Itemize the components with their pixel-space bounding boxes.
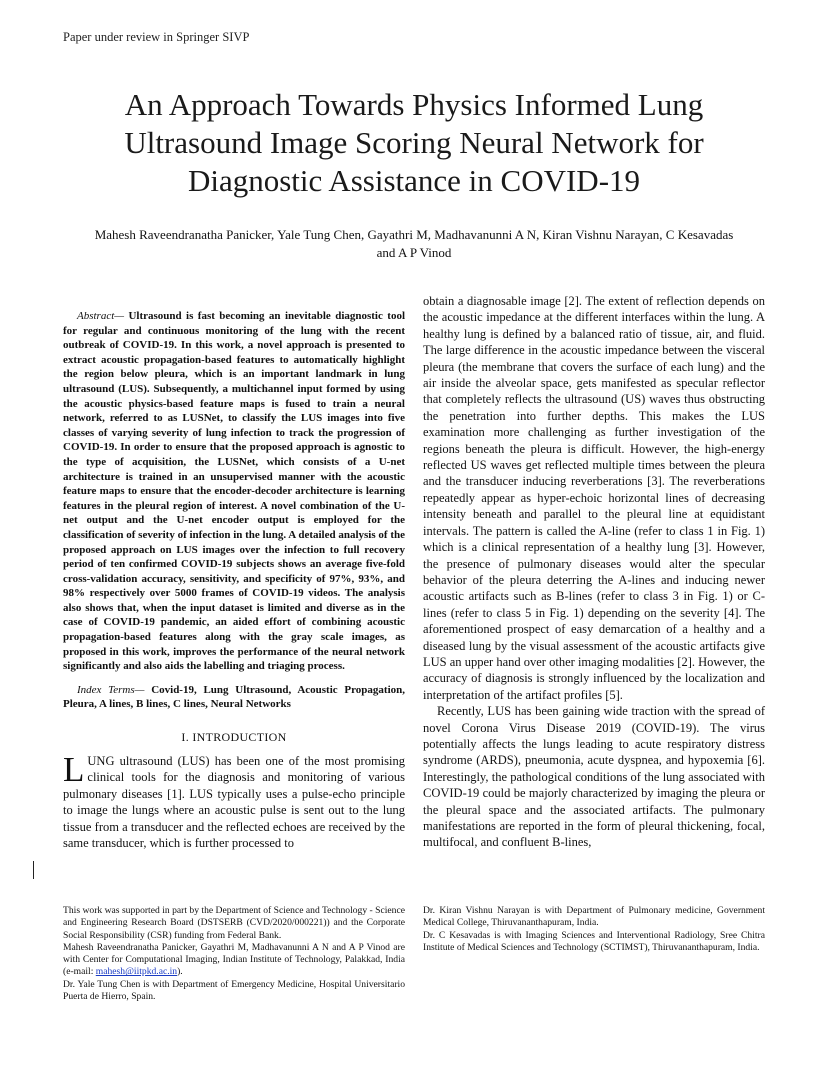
section-title-rest: NTRODUCTION xyxy=(196,730,287,745)
body-paragraph-2: Recently, LUS has been gaining wide traction with the spread of novel Corona Virus Disease 2019 (COVID-19). The virus potentially affects the lungs leading to acute respiratory distress syndrome (ARDS), pneumonia, acute dyspnea, and hypoxemia [6]. Interestingly, the pathological conditions of the lung associated with COVID-19 could be majorly characterized by imaging the pleura or the pleural space and the associated artifacts. The pulmonary manifestations are reported in the form of pleural thickening, focal, multifocal, and confluent B-lines, xyxy=(423,704,765,850)
index-terms xyxy=(63,683,405,712)
text-cursor-mark xyxy=(33,861,34,879)
right-column xyxy=(423,293,765,851)
footnotes-right xyxy=(423,905,765,954)
left-column xyxy=(63,309,405,851)
drop-cap: L xyxy=(63,750,85,790)
index-terms-lead: Index Terms— xyxy=(77,683,145,696)
author-list: Mahesh Raveendranatha Panicker, Yale Tung Chen, Gayathri M, Madhavanunni A N, Kiran Vishnu Narayan, C Kesavadas and A P Vinod xyxy=(94,227,734,260)
body-paragraph-1: obtain a diagnosable image [2]. The extent of reflection depends on the acoustic impedance at the different interfaces within the lung. A healthy lung is defined by a balanced ratio of tissue, air, and fluid. The large difference in the acoustic impedance between the visceral pleura (the membrane that covers the surface of each lung) and the air inside the alveolar space, gets manifested as specular reflector that completely reflects the ultrasound (US) waves thus obstructing the penetration into further depths. This makes the LUS examination more challenging as further investigation of the regions beneath the pleura is difficult. However, the high-energy reflected US waves get reflected multiple times between the pleura and the transducer inducing reverberations [3]. The reverberations repeatedly appear as hyper-echoic horizontal lines of decreasing intensity beneath and parallel to the pleural line at equidistant intervals. The pattern is called the A-line (refer to class 1 in Fig. 1) which is a clinical representation of a healthy lung [3]. However, the presence of pulmonary diseases would alter the specular behavior of the pleura deterring the A-lines and inducing newer acoustic artifacts such as B-lines (refer to class 3 in Fig. 1) or C-lines (refer to class 5 in Fig. 1) depending on the severity [4]. The aforementioned prospect of easy demarcation of a healthy and a diseased lung by the visual assessment of the acoustic artifacts give LUS an upper hand over other imaging modalities [2]. However, the accuracy of diagnosis is strongly influenced by the localization and interpretation of the artifact profiles [5]. xyxy=(423,294,765,702)
footnote-affiliation-end: ). xyxy=(177,966,183,978)
intro-text: UNG ultrasound (LUS) has been one of the most promising clinical tools for the diagnosis and monitoring of various pulmonary diseases [1]. LUS typically uses a pulse-echo principle to image the lungs where an acoustic pulse is sent out to the lung tissue from a transducer and the reflected echoes are received by the same transducer, which is further processed to xyxy=(63,754,405,851)
section-heading-introduction xyxy=(63,730,405,745)
section-title-first: I xyxy=(192,730,197,745)
abstract xyxy=(63,309,405,674)
index-terms-text: Covid-19, Lung Ultrasound, Acoustic Propagation, Pleura, A lines, B lines, C lines, Neural Networks xyxy=(63,683,405,711)
section-number: I. xyxy=(181,730,190,745)
footnote-affiliation-text: Mahesh Raveendranatha Panicker, Gayathri M, Madhavanunni A N and A P Vinod are with Center for Computational Imaging, Indian Institute of Technology, Palakkad, India (e-mail: xyxy=(63,941,405,978)
paper-title: An Approach Towards Physics Informed Lung Ultrasound Image Scoring Neural Network for Diagnostic Assistance in COVID-19 xyxy=(124,87,704,198)
footnotes-left xyxy=(63,905,405,1003)
abstract-text: Ultrasound is fast becoming an inevitable diagnostic tool for regular and continuous monitoring of the lung with the recent outbreak of COVID-19. In this work, a novel approach is presented to extract acoustic propagation-based features to automatically highlight the region below pleura, which is an important landmark in lung ultrasound (LUS). Subsequently, a multichannel input formed by using the acoustic physics-based feature maps is fused to train a neural network, referred to as LUSNet, to classify the LUS images into five classes of varying severity of lung infection to track the progression of COVID-19. In order to ensure that the proposed approach is agnostic to the type of acquisition, the LUSNet, which consists of a U-net architecture is trained in an unsupervised manner with the acoustic feature maps to ensure that the encoder-decoder architecture is learning features in the pleural region of interest. A novel combination of the U-net output and the U-net encoder output is employed for the classification of severity of infection in the lung. A detailed analysis of the proposed approach on LUS images over the infection to full recovery period of ten confirmed COVID-19 subjects shows an average five-fold cross-validation accuracy, sensitivity, and specificity of 97%, 93%, and 98% respectively over 5000 frames of COVID-19 videos. The analysis also shows that, when the input dataset is limited and diverse as in the case of COVID-19 pandemic, an aided effort of combining acoustic propagation-based features along with the gray scale images, as proposed in this work, improves the performance of the neural network significantly and also aids the labelling and triaging process. xyxy=(63,310,405,673)
abstract-lead: Abstract— xyxy=(77,310,125,322)
footnote-affiliation-iit xyxy=(63,942,405,979)
footnote-affiliation-gmc: Dr. Kiran Vishnu Narayan is with Department of Pulmonary medicine, Government Medical College, Thiruvananthapuram, India. xyxy=(423,905,765,929)
footnote-affiliation-spain: Dr. Yale Tung Chen is with Department of Emergency Medicine, Hospital Universitario Puerta de Hierro, Spain. xyxy=(63,978,405,1003)
intro-paragraph xyxy=(63,750,405,851)
running-header: Paper under review in Springer SIVP xyxy=(63,30,250,44)
footnote-affiliation-sctimst: Dr. C Kesavadas is with Imaging Sciences and Interventional Radiology, Sree Chitra Institute of Medical Sciences and Technology (SCTIMST), Thiruvananthapuram, India. xyxy=(423,929,765,953)
footnote-funding: This work was supported in part by the Department of Science and Technology - Science and Engineering Research Board (DSTSERB (CVD/2020/000221)) and the Corporate Social Responsibility (CSR) funding from Federal Bank. xyxy=(63,905,405,941)
email-link[interactable]: mahesh@iitpkd.ac.in xyxy=(95,966,178,978)
